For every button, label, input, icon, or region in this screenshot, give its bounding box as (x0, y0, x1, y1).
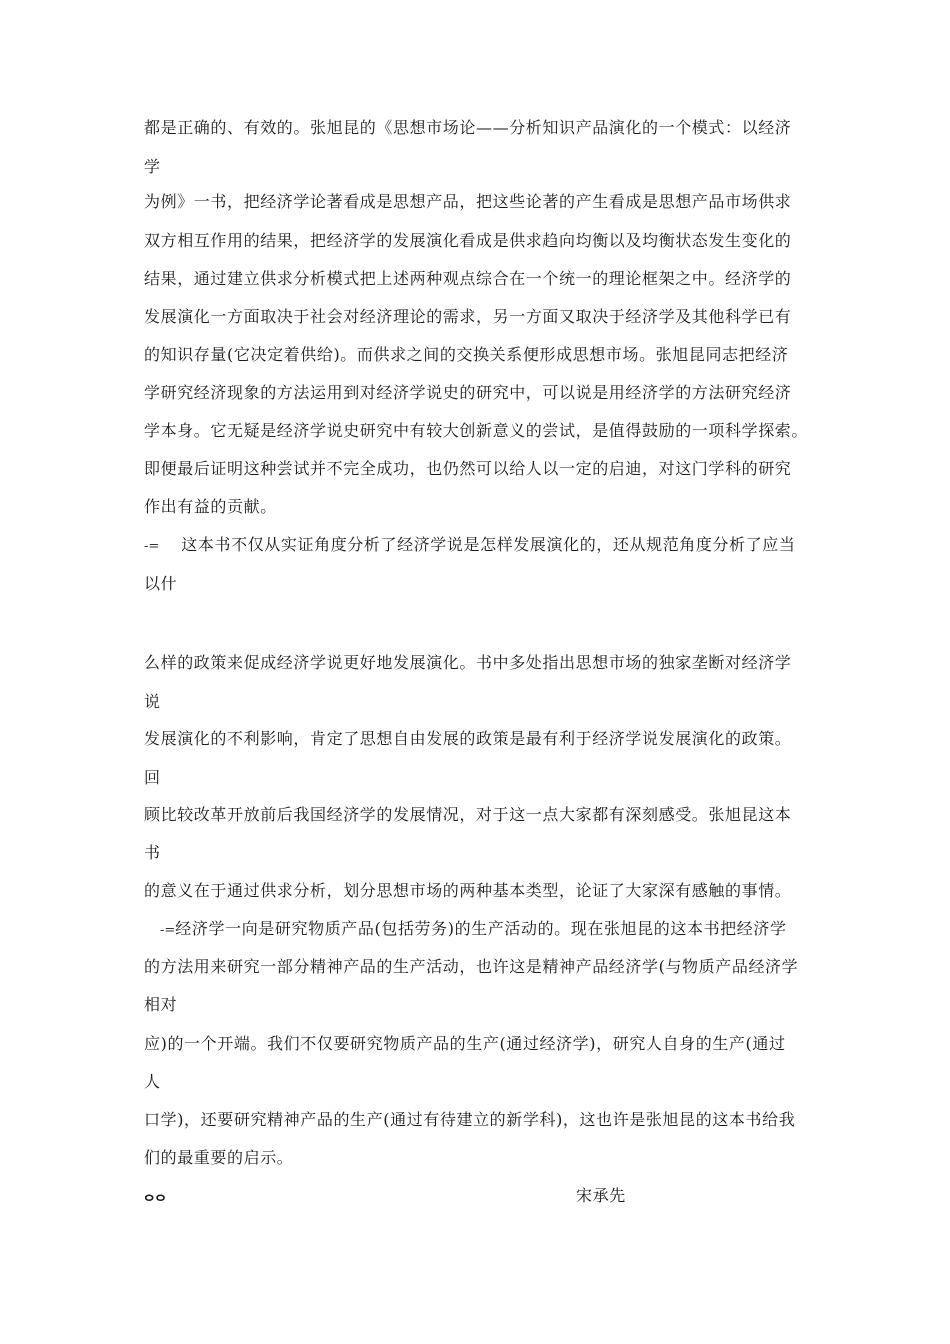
text-line: 发展演化的不利影响，肯定了思想自由发展的政策是最有利于经济学说发展演化的政策。 (144, 729, 792, 748)
text-line: 发展演化一方面取决于社会对经济理论的需求，另一方面又取决于经济学及其他科学已有 (144, 307, 792, 326)
text-line: 以什 (144, 574, 178, 593)
text-line: 的意义在于通过供求分析，划分思想市场的两种基本类型，论证了大家深有感触的事情。 (144, 881, 792, 900)
text-line: 说 (144, 692, 161, 711)
paragraph-line (160, 919, 787, 941)
text-line: 们的最重要的启示。 (144, 1148, 294, 1167)
text-line: 的知识存量(它决定着供给)。而供求之间的交换关系便形成思想市场。张旭昆同志把经济 (144, 345, 789, 364)
text-line: 学本身。它无疑是经济学说史研究中有较大创新意义的尝试，是值得鼓励的一项科学探索。 (144, 421, 809, 440)
text-line: 相对 (144, 995, 178, 1014)
text-line: 这本书不仅从实证角度分析了经济学说是怎样发展演化的，还从规范角度分析了应当 (181, 535, 796, 554)
text-line: 结果，通过建立供求分析模式把上述两种观点综合在一个统一的理论框架之中。经济学的 (144, 269, 792, 288)
text-line: 学 (144, 157, 161, 176)
text-line: 学研究经济现象的方法运用到对经济学说史的研究中，可以说是用经济学的方法研究经济 (144, 383, 792, 402)
text-line: 口学)，还要研究精神产品的生产(通过有待建立的新学科)，这也许是张旭昆的这本书给我 (144, 1110, 796, 1129)
text-line: 即便最后证明这种尝试并不完全成功，也仍然可以给人以一定的启迪，对这门学科的研究 (144, 459, 792, 478)
text-line: 应)的一个开端。我们不仅要研究物质产品的生产(通过经济学)，研究人自身的生产(通过 (144, 1034, 786, 1053)
text-line: 双方相互作用的结果，把经济学的发展演化看成是供求趋向均衡以及均衡状态发生变化的 (144, 231, 792, 250)
paragraph-line (144, 535, 796, 557)
text-line: 回 (144, 768, 161, 787)
text-line: 为例》一书，把经济学论著看成是思想产品，把这些论著的产生看成是思想产品市场供求 (144, 192, 792, 211)
paragraph-mark: -= (144, 539, 160, 554)
text-line: 作出有益的贡献。 (144, 497, 277, 516)
text-line: 顾比较改革开放前后我国经济学的发展情况，对于这一点大家都有深刻感受。张旭昆这本 (144, 805, 792, 824)
author-name: 宋承先 (576, 1186, 626, 1205)
text-line: 书 (144, 843, 161, 862)
paragraph-mark: -= (160, 923, 176, 938)
ornament-glyphs: ⴰⴰ (144, 1186, 167, 1205)
text-line: 么样的政策来促成经济学说更好地发展演化。书中多处指出思想市场的独家垄断对经济学 (144, 653, 792, 672)
text-line: 经济学一向是研究物质产品(包括劳务)的生产活动的。现在张旭昆的这本书把经济学 (175, 919, 787, 938)
text-line: 都是正确的、有效的。张旭昆的《思想市场论——分析知识产品演化的一个模式：以经济 (144, 118, 792, 137)
text-line: 人 (144, 1072, 161, 1091)
text-line: 的方法用来研究一部分精神产品的生产活动，也许这是精神产品经济学(与物质产品经济学 (144, 957, 799, 976)
